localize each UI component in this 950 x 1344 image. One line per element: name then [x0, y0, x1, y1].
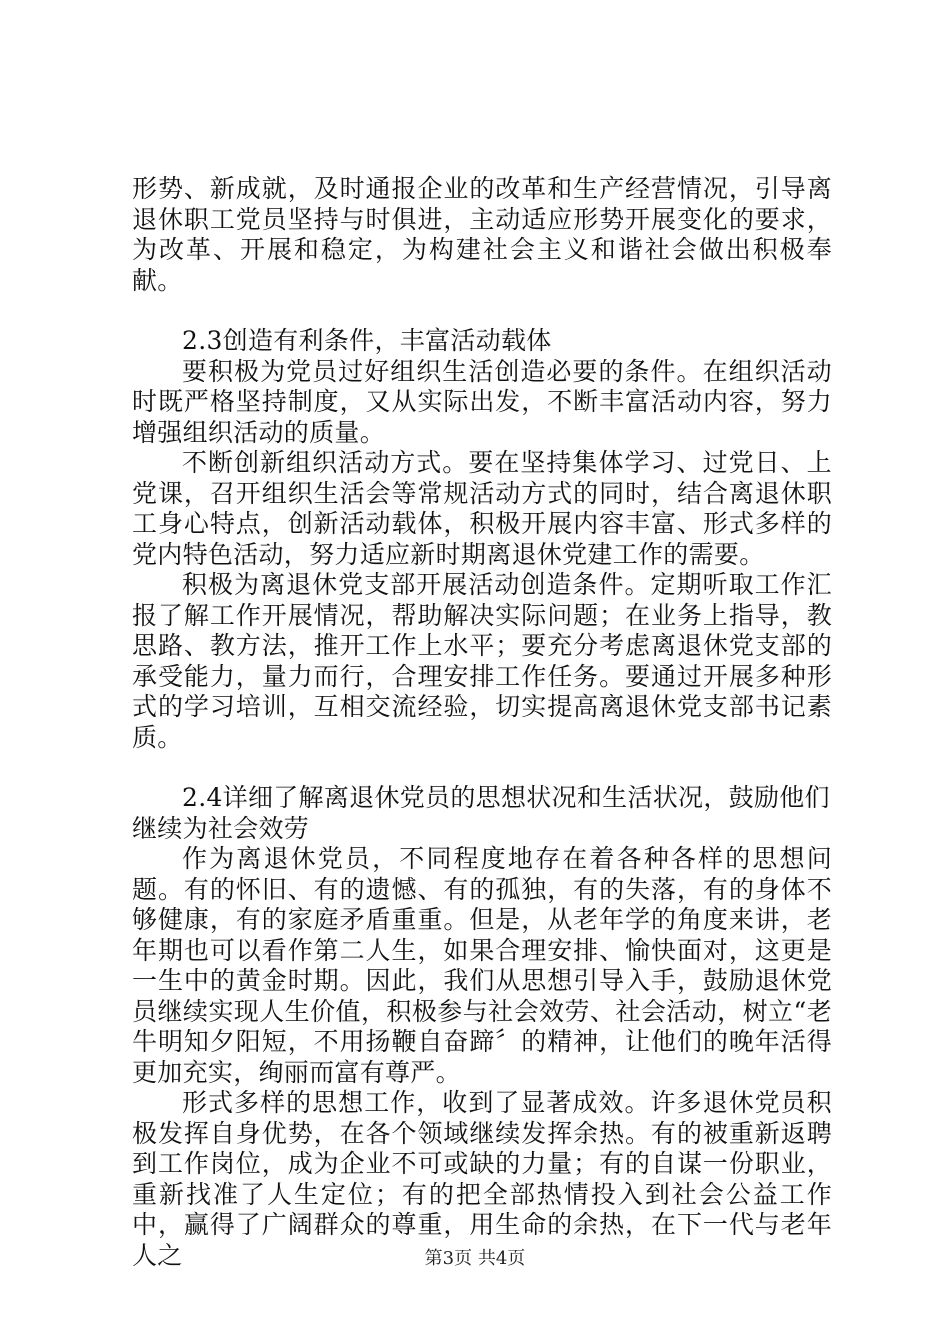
section-heading-2-3: 2.3创造有利条件，丰富活动载体 [182, 326, 552, 355]
section-gap [132, 753, 832, 783]
body-paragraph: 不断创新组织活动方式。要在坚持集体学习、过党日、上党课，召开组织生活会等常规活动方式的同时，结合离退休职工身心特点，创新活动载体，积极开展内容丰富、形式多样的党内特色活动，努力适应新时期离退休党建工作的需要。 [132, 448, 832, 569]
section-gap [132, 296, 832, 326]
body-paragraph: 作为离退休党员，不同程度地存在着各种各样的思想问题。有的怀旧、有的遗憾、有的孤独，有的失落，有的身体不够健康，有的家庭矛盾重重。但是，从老年学的角度来讲，老年期也可以看作第二人生，如果合理安排、愉快面对，这更是一生中的黄金时期。因此，我们从思想引导入手，鼓励退休党员继续实现人生价值，积极参与社会效劳、社会活动，树立“老牛明知夕阳短，不用扬鞭自奋蹄〞的精神，让他们的晚年活得更加充实，绚丽而富有尊严。 [132, 844, 832, 1087]
page-number-footer: 第3页 共4页 [424, 1248, 526, 1269]
section-heading-2-4: 2.4详细了解离退休党员的思想状况和生活状况，鼓励他们继续为社会效劳 [132, 783, 830, 843]
document-body [132, 174, 832, 1271]
body-paragraph: 要积极为党员过好组织生活创造必要的条件。在组织活动时既严格坚持制度，又从实际出发，不断丰富活动内容，努力增强组织活动的质量。 [132, 356, 832, 447]
body-paragraph: 形式多样的思想工作，收到了显著成效。许多退休党员积极发挥自身优势，在各个领域继续发挥余热。有的被重新返聘到工作岗位，成为企业不可或缺的力量；有的自谋一份职业，重新找准了人生定位；有的把全部热情投入到社会公益工作中，赢得了广阔群众的尊重，用生命的余热，在下一代与老年人之 [132, 1088, 832, 1270]
continuation-paragraph: 形势、新成就，及时通报企业的改革和生产经营情况，引导离退休职工党员坚持与时俱进，主动适应形势开展变化的要求，为改革、开展和稳定，为构建社会主义和谐社会做出积极奉献。 [132, 174, 832, 295]
body-paragraph: 积极为离退休党支部开展活动创造条件。定期听取工作汇报了解工作开展情况，帮助解决实际问题；在业务上指导，教思路、教方法，推开工作上水平；要充分考虑离退休党支部的承受能力，量力而行，合理安排工作任务。要通过开展多种形式的学习培训，互相交流经验，切实提高离退休党支部书记素质。 [132, 570, 832, 752]
